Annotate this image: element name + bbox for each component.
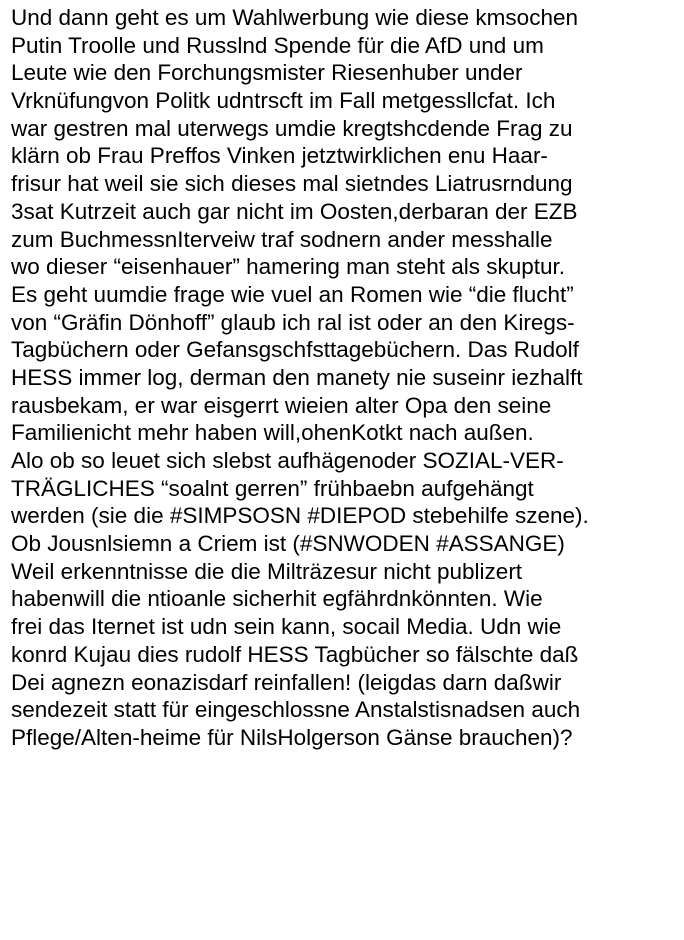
text-line-4: Vrknüfungvon Politk udntrscft im Fall metgessllcfat. Ich	[11, 88, 556, 114]
text-line-19: werden (sie die #SIMPSOSN #DIEPOD stebehilfe szene).	[11, 503, 589, 529]
text-line-15: rausbekam, er war eisgerrt wieien alter Opa den seine	[11, 392, 552, 418]
text-line-5: war gestren mal uterwegs umdie kregtshcdende Frag zu	[11, 115, 573, 141]
text-line-9: zum BuchmessnIterveiw traf sodnern ander messhalle	[11, 226, 553, 252]
text-line-14: HESS immer log, derman den manety nie suseinr iezhalft	[11, 364, 583, 390]
text-line-18: TRÄGLICHES “soalnt gerren” frühbaebn aufgehängt	[11, 475, 534, 501]
text-line-10: wo dieser “eisenhauer” hamering man steht als skuptur.	[11, 254, 566, 280]
text-line-13: Tagbüchern oder Gefansgschfsttagebüchern. Das Rudolf	[11, 337, 579, 363]
text-line-21: Weil erkenntnisse die die Milträzesur nicht publizert	[11, 558, 523, 584]
text-line-12: von “Gräfin Dönhoff” glaub ich ral ist oder an den Kiregs-	[11, 309, 575, 335]
text-line-7: frisur hat weil sie sich dieses mal sietndes Liatrusrndung	[11, 171, 573, 197]
text-line-16: Familienicht mehr haben will,ohenKotkt nach außen.	[11, 420, 534, 446]
text-line-23: frei das Iternet ist udn sein kann, socail Media. Udn wie	[11, 614, 562, 640]
text-line-6: klärn ob Frau Preffos Vinken jetztwirklichen enu Haar-	[11, 143, 548, 169]
text-line-25: Dei agnezn eonazisdarf reinfallen! (leigdas darn daßwir	[11, 669, 562, 695]
text-line-24: konrd Kujau dies rudolf HESS Tagbücher so fälschte daß	[11, 641, 579, 667]
text-line-11: Es geht uumdie frage wie vuel an Romen wie “die flucht”	[11, 281, 574, 307]
text-line-22: habenwill die ntioanle sicherhit egfährdnkönnten. Wie	[11, 586, 543, 612]
text-line-17: Alo ob so leuet sich slebst aufhägenoder SOZIAL-VER-	[11, 448, 564, 473]
text-line-26: sendezeit statt für eingeschlossne Anstalstisnadsen auch	[11, 697, 581, 723]
text-line-8: 3sat Kutrzeit auch gar nicht im Oosten,derbaran der EZB	[11, 198, 578, 224]
text-line-20: Ob Jousnlsiemn a Criem ist (#SNWODEN #ASSANGE)	[11, 531, 565, 557]
text-line-27: Pflege/Alten-heime für NilsHolgerson Gänse brauchen)?	[11, 724, 573, 750]
text-line-2: Putin Troolle und Russlnd Spende für die AfD und um	[11, 32, 544, 58]
text-line-3: Leute wie den Forchungsmister Riesenhuber under	[11, 60, 523, 86]
text-line-1: Und dann geht es um Wahlwerbung wie diese kmsochen	[11, 5, 578, 30]
